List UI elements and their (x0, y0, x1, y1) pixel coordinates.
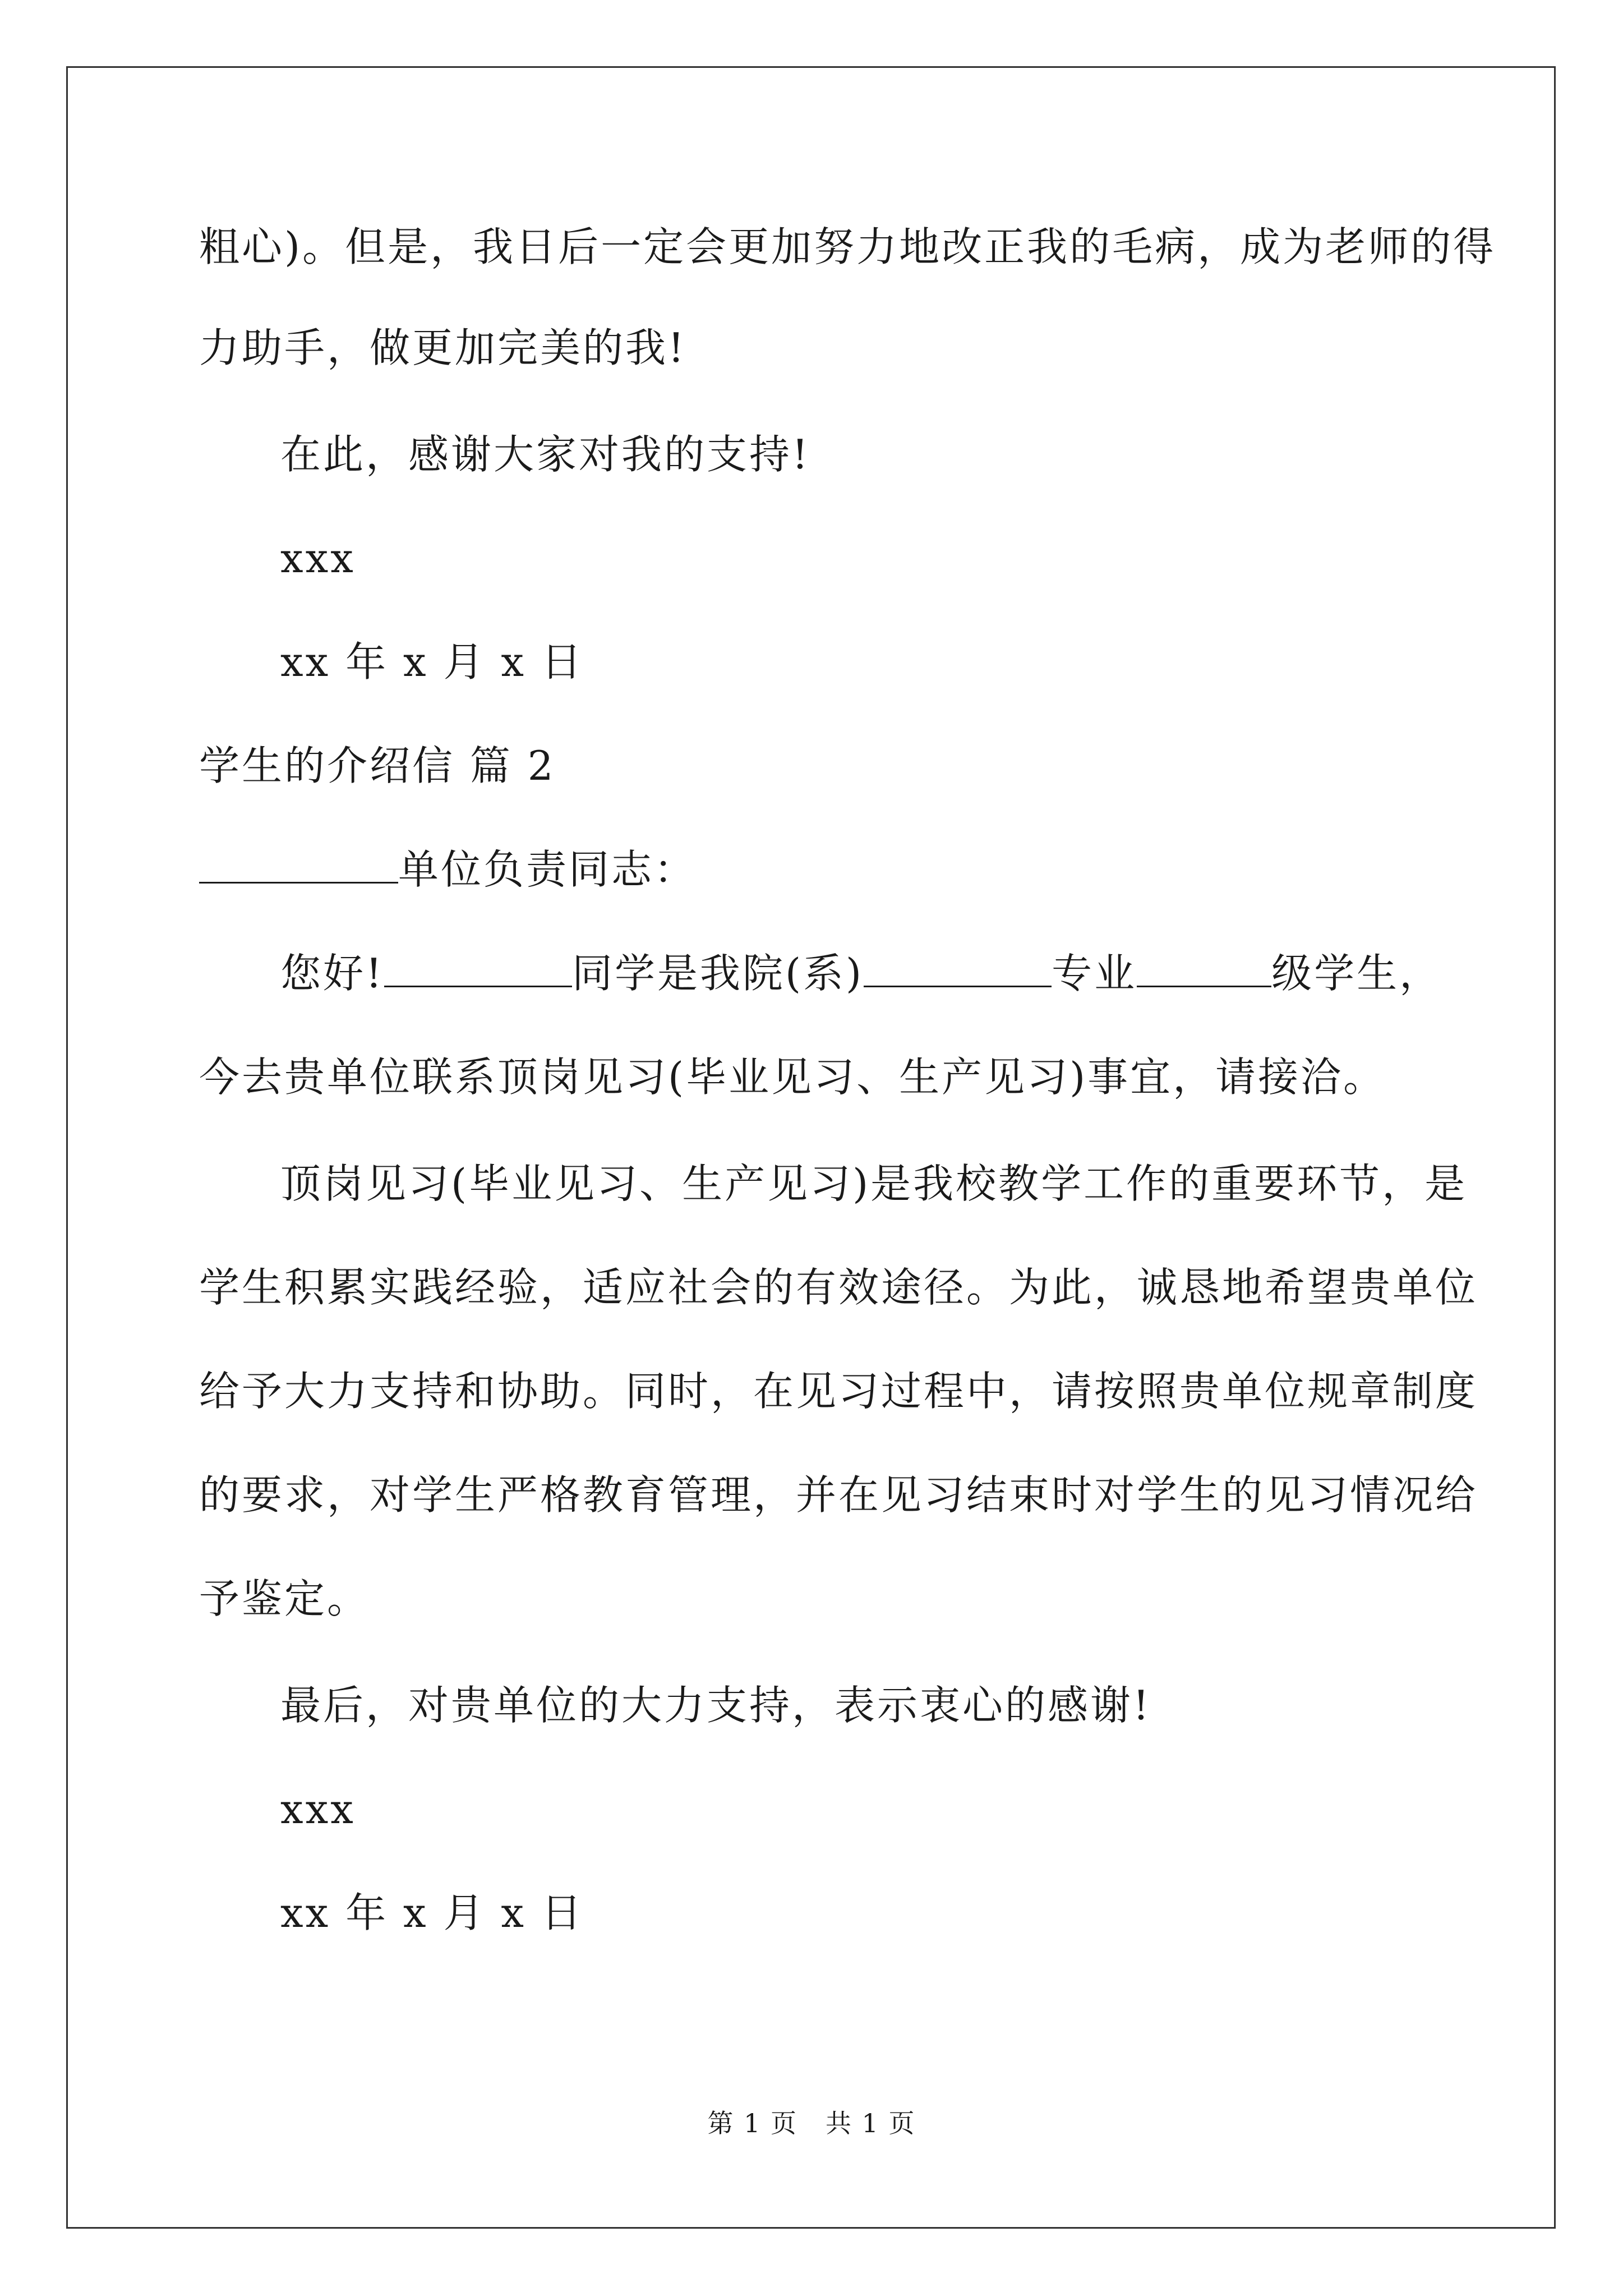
blank-underline (864, 951, 1052, 987)
paragraph-line: 今去贵单位联系顶岗见习(毕业见习、生产见习)事宜，请接洽。 (199, 1053, 1386, 1101)
paragraph-line: 学生积累实践经验，适应社会的有效途径。为此，诚恳地希望贵单位 (199, 1264, 1478, 1311)
date: xx 年 x 月 x 日 (280, 1889, 584, 1936)
section-title: 学生的介绍信 篇 2 (199, 742, 556, 789)
signature: xxx (280, 1786, 356, 1833)
paragraph-line: 粗心)。但是，我日后一定会更加努力地改正我的毛病，成为老师的得 (199, 223, 1496, 270)
signature: xxx (280, 535, 356, 582)
greeting-line (280, 948, 1442, 999)
blank-underline (1137, 951, 1271, 987)
page-footer (0, 2106, 1623, 2140)
paragraph-line: 力助手，做更加完美的我! (199, 324, 686, 371)
page-number: 第 1 页 (707, 2108, 797, 2138)
salutation-text: 单位负责同志： (398, 846, 697, 893)
page-total: 共 1 页 (826, 2108, 916, 2138)
closing-line: 最后，对贵单位的大力支持，表示衷心的感谢! (280, 1682, 1151, 1729)
greeting-text: 您好! (280, 950, 384, 997)
greeting-text: 级学生， (1271, 950, 1442, 997)
thanks-line: 在此，感谢大家对我的支持! (280, 431, 810, 478)
paragraph-line: 顶岗见习(毕业见习、生产见习)是我校教学工作的重要环节，是 (280, 1160, 1468, 1207)
greeting-text: 专业 (1052, 950, 1137, 997)
paragraph-line: 予鉴定。 (199, 1575, 370, 1622)
salutation-line (199, 844, 697, 895)
blank-underline (384, 951, 572, 987)
date: xx 年 x 月 x 日 (280, 638, 584, 685)
paragraph-line: 给予大力支持和协助。同时，在见习过程中，请按照贵单位规章制度 (199, 1368, 1478, 1415)
blank-underline (199, 847, 398, 884)
greeting-text: 同学是我院(系) (571, 950, 864, 997)
paragraph-line: 的要求，对学生严格教育管理，并在见习结束时对学生的见习情况给 (199, 1471, 1478, 1519)
